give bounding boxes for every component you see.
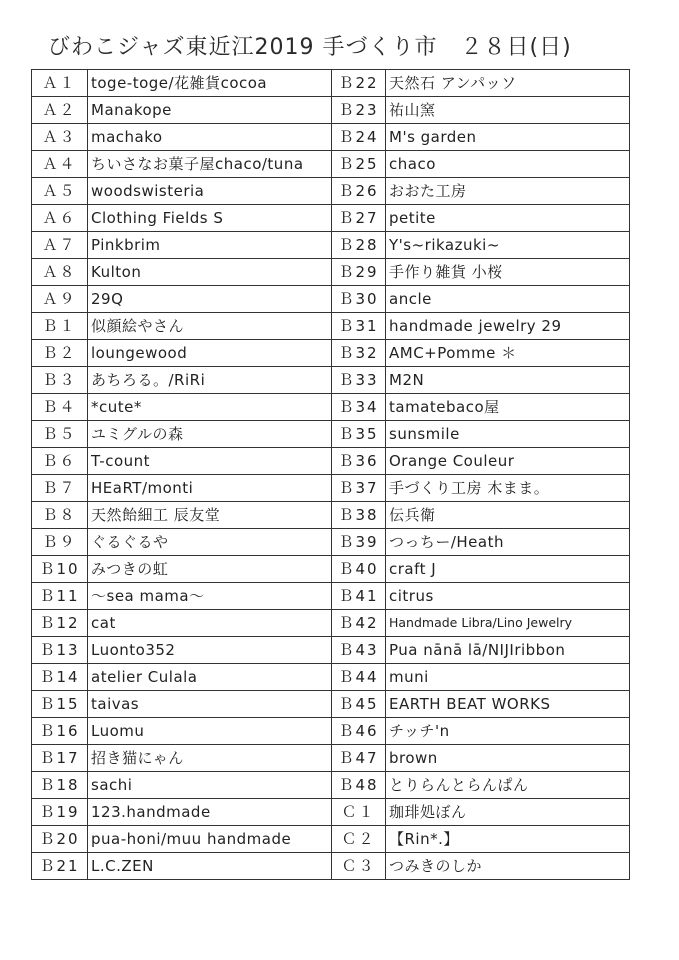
table-row	[332, 772, 630, 799]
booth-code: Ｂ22	[332, 70, 386, 97]
vendor-name: ぐるぐるや	[88, 529, 332, 556]
table-row	[32, 475, 332, 502]
booth-code: Ａ８	[32, 259, 88, 286]
vendor-name: ユミグルの森	[88, 421, 332, 448]
booth-code: Ｂ27	[332, 205, 386, 232]
booth-code: Ｂ５	[32, 421, 88, 448]
booth-code: Ｂ23	[332, 97, 386, 124]
booth-code: Ｂ25	[332, 151, 386, 178]
vendor-list	[31, 69, 630, 884]
vendor-name: ancle	[386, 286, 630, 313]
vendor-name: 手作り雑貨 小桜	[386, 259, 630, 286]
vendor-name: みつきの虹	[88, 556, 332, 583]
vendor-name: 珈琲処ぼん	[386, 799, 630, 826]
table-row	[332, 367, 630, 394]
table-row	[332, 448, 630, 475]
vendor-name: craft J	[386, 556, 630, 583]
booth-code: Ｂ１	[32, 313, 88, 340]
table-row	[32, 124, 332, 151]
booth-code: Ｂ26	[332, 178, 386, 205]
booth-code: Ｂ41	[332, 583, 386, 610]
table-row	[332, 421, 630, 448]
table-row	[332, 853, 630, 880]
booth-code: Ａ３	[32, 124, 88, 151]
booth-code: Ｂ21	[32, 853, 88, 880]
vendor-name: loungewood	[88, 340, 332, 367]
booth-code: Ｂ43	[332, 637, 386, 664]
vendor-name: Luonto352	[88, 637, 332, 664]
booth-code: Ｂ40	[332, 556, 386, 583]
vendor-name: atelier Culala	[88, 664, 332, 691]
vendor-name: Luomu	[88, 718, 332, 745]
booth-code: Ｂ12	[32, 610, 88, 637]
booth-code: Ｂ９	[32, 529, 88, 556]
table-row	[32, 340, 332, 367]
booth-code: Ｂ36	[332, 448, 386, 475]
table-row	[332, 502, 630, 529]
table-row	[32, 637, 332, 664]
booth-code: Ｂ35	[332, 421, 386, 448]
vendor-name: pua-honi/muu handmade	[88, 826, 332, 853]
table-row	[32, 718, 332, 745]
booth-code: Ｂ18	[32, 772, 88, 799]
table-row	[32, 502, 332, 529]
booth-code: Ｂ16	[32, 718, 88, 745]
booth-code: Ｂ34	[332, 394, 386, 421]
booth-code: Ｃ２	[332, 826, 386, 853]
table-row	[332, 151, 630, 178]
vendor-name: 似顔絵やさん	[88, 313, 332, 340]
vendor-name: Pinkbrim	[88, 232, 332, 259]
table-row	[332, 745, 630, 772]
vendor-name: M's garden	[386, 124, 630, 151]
vendor-name: 〜sea mama〜	[88, 583, 332, 610]
table-row	[332, 664, 630, 691]
vendor-name: 招き猫にゃん	[88, 745, 332, 772]
booth-code: Ｂ32	[332, 340, 386, 367]
vendor-name: M2N	[386, 367, 630, 394]
table-row	[32, 70, 332, 97]
table-row	[332, 583, 630, 610]
table-row	[332, 529, 630, 556]
booth-code: Ｂ37	[332, 475, 386, 502]
vendor-name: tamatebaco屋	[386, 394, 630, 421]
table-row	[332, 556, 630, 583]
table-row	[332, 205, 630, 232]
vendor-name: HEaRT/monti	[88, 475, 332, 502]
booth-code: Ｂ42	[332, 610, 386, 637]
vendor-name: 天然飴細工 辰友堂	[88, 502, 332, 529]
booth-code: Ｂ２	[32, 340, 88, 367]
vendor-name: citrus	[386, 583, 630, 610]
booth-code: Ｂ47	[332, 745, 386, 772]
table-row	[32, 826, 332, 853]
vendor-name: Orange Couleur	[386, 448, 630, 475]
table-row	[32, 394, 332, 421]
booth-code: Ｂ13	[32, 637, 88, 664]
table-row	[332, 799, 630, 826]
vendor-name: chaco	[386, 151, 630, 178]
booth-code: Ｂ39	[332, 529, 386, 556]
vendor-name: L.C.ZEN	[88, 853, 332, 880]
vendor-name: 【Rin*.】	[386, 826, 630, 853]
vendor-name: 手づくり工房 木まま。	[386, 475, 630, 502]
booth-code: Ａ７	[32, 232, 88, 259]
vendor-name: AMC+Pomme ＊	[386, 340, 630, 367]
booth-code: Ｂ48	[332, 772, 386, 799]
booth-code: Ｂ17	[32, 745, 88, 772]
booth-code: Ｃ３	[332, 853, 386, 880]
table-row	[32, 367, 332, 394]
booth-code: Ｂ15	[32, 691, 88, 718]
table-row	[332, 178, 630, 205]
vendor-name: 123.handmade	[88, 799, 332, 826]
vendor-name: woodswisteria	[88, 178, 332, 205]
table-row	[32, 529, 332, 556]
table-row	[32, 691, 332, 718]
table-row	[32, 232, 332, 259]
vendor-name: 祐山窯	[386, 97, 630, 124]
table-row	[332, 232, 630, 259]
vendor-name: muni	[386, 664, 630, 691]
booth-code: Ｂ11	[32, 583, 88, 610]
table-row	[32, 772, 332, 799]
table-row	[332, 610, 630, 637]
vendor-name: 伝兵衛	[386, 502, 630, 529]
vendor-name: cat	[88, 610, 332, 637]
booth-code: Ｂ４	[32, 394, 88, 421]
vendor-name: ちいさなお菓子屋chaco/tuna	[88, 151, 332, 178]
booth-code: Ｂ20	[32, 826, 88, 853]
booth-code: Ｂ30	[332, 286, 386, 313]
vendor-name: 29Q	[88, 286, 332, 313]
table-row	[32, 799, 332, 826]
vendor-name: handmade jewelry 29	[386, 313, 630, 340]
booth-code: Ａ１	[32, 70, 88, 97]
table-row	[332, 70, 630, 97]
table-row	[332, 826, 630, 853]
table-row	[332, 259, 630, 286]
vendor-name: とりらんとらんぱん	[386, 772, 630, 799]
table-row	[332, 97, 630, 124]
booth-code: Ａ９	[32, 286, 88, 313]
vendor-name: sunsmile	[386, 421, 630, 448]
page-title: びわこジャズ東近江2019 手づくり市 ２８日(日)	[48, 35, 572, 60]
booth-code: Ａ４	[32, 151, 88, 178]
table-row	[332, 394, 630, 421]
table-row	[332, 313, 630, 340]
vendor-name: あちろる。/RiRi	[88, 367, 332, 394]
vendor-name: チッチ'n	[386, 718, 630, 745]
booth-code: Ｂ３	[32, 367, 88, 394]
vendor-name: Kulton	[88, 259, 332, 286]
booth-code: Ｂ８	[32, 502, 88, 529]
booth-code: Ｂ６	[32, 448, 88, 475]
vendor-name: 天然石 アンパッソ	[386, 70, 630, 97]
vendor-name: brown	[386, 745, 630, 772]
vendor-table-left	[31, 69, 332, 880]
vendor-name: EARTH BEAT WORKS	[386, 691, 630, 718]
table-row	[32, 745, 332, 772]
booth-code: Ｂ44	[332, 664, 386, 691]
booth-code: Ｂ38	[332, 502, 386, 529]
booth-code: Ｂ46	[332, 718, 386, 745]
table-row	[332, 637, 630, 664]
table-row	[32, 286, 332, 313]
booth-code: Ｂ14	[32, 664, 88, 691]
table-row	[32, 610, 332, 637]
vendor-name: つっちー/Heath	[386, 529, 630, 556]
table-row	[32, 97, 332, 124]
booth-code: Ｃ１	[332, 799, 386, 826]
table-row	[32, 421, 332, 448]
booth-code: Ｂ24	[332, 124, 386, 151]
vendor-name: machako	[88, 124, 332, 151]
vendor-name: おおた工房	[386, 178, 630, 205]
table-row	[332, 475, 630, 502]
table-row	[32, 151, 332, 178]
vendor-name: *cute*	[88, 394, 332, 421]
vendor-name: taivas	[88, 691, 332, 718]
table-row	[32, 853, 332, 880]
vendor-name: toge-toge/花雑貨cocoa	[88, 70, 332, 97]
booth-code: Ａ６	[32, 205, 88, 232]
vendor-name: petite	[386, 205, 630, 232]
booth-code: Ｂ19	[32, 799, 88, 826]
vendor-name: Manakope	[88, 97, 332, 124]
table-row	[332, 286, 630, 313]
vendor-name: Clothing Fields S	[88, 205, 332, 232]
table-row	[332, 718, 630, 745]
vendor-name: Pua nānā lā/NIJIribbon	[386, 637, 630, 664]
vendor-name: T-count	[88, 448, 332, 475]
vendor-name: Handmade Libra/Lino Jewelry	[386, 610, 630, 637]
booth-code: Ｂ28	[332, 232, 386, 259]
booth-code: Ｂ45	[332, 691, 386, 718]
booth-code: Ｂ31	[332, 313, 386, 340]
table-row	[32, 178, 332, 205]
vendor-name: sachi	[88, 772, 332, 799]
table-row	[32, 583, 332, 610]
booth-code: Ｂ10	[32, 556, 88, 583]
table-row	[32, 205, 332, 232]
table-row	[32, 664, 332, 691]
booth-code: Ｂ33	[332, 367, 386, 394]
table-row	[32, 556, 332, 583]
vendor-name: Y's~rikazuki~	[386, 232, 630, 259]
table-row	[32, 259, 332, 286]
table-row	[332, 340, 630, 367]
table-row	[332, 691, 630, 718]
table-row	[32, 313, 332, 340]
booth-code: Ａ５	[32, 178, 88, 205]
table-row	[332, 124, 630, 151]
vendor-table-right	[331, 69, 630, 880]
table-row	[32, 448, 332, 475]
booth-code: Ｂ７	[32, 475, 88, 502]
booth-code: Ａ２	[32, 97, 88, 124]
booth-code: Ｂ29	[332, 259, 386, 286]
vendor-name: つみきのしか	[386, 853, 630, 880]
